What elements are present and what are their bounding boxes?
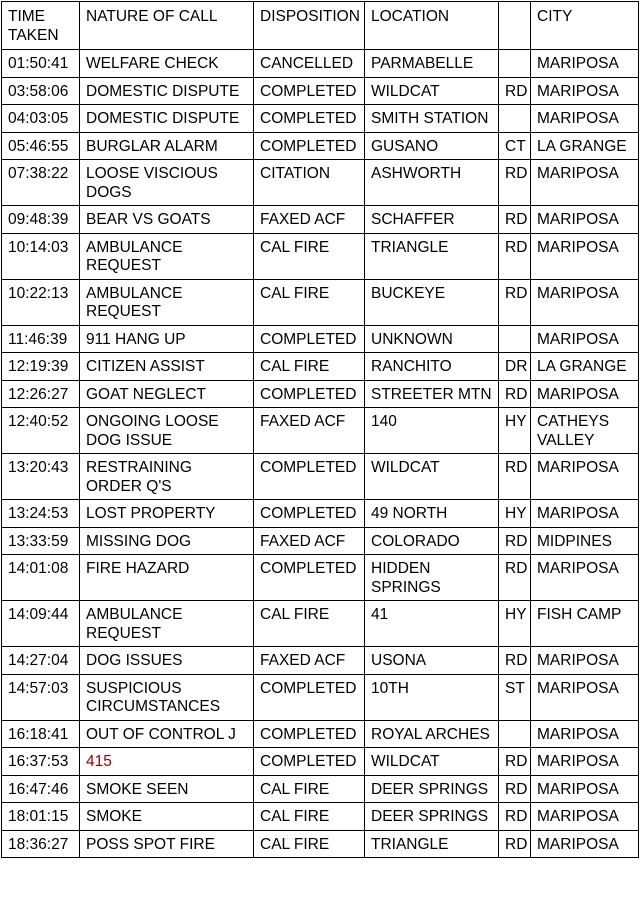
street-suffix-cell: RD [499,647,531,675]
city-cell: MARIPOSA [531,105,639,133]
location-cell: 10TH [365,674,499,720]
time-taken-cell: 14:09:44 [2,601,80,647]
nature-of-call-cell: AMBULANCE REQUEST [80,279,254,325]
location-cell: ASHWORTH [365,160,499,206]
table-row [2,206,639,234]
table-row [2,601,639,647]
city-cell: FISH CAMP [531,601,639,647]
nature-of-call-cell: POSS SPOT FIRE [80,830,254,858]
table-row [2,775,639,803]
table-row [2,77,639,105]
disposition-cell: COMPLETED [254,325,365,353]
location-cell: GUSANO [365,132,499,160]
location-cell: 41 [365,601,499,647]
location-cell: 49 NORTH [365,500,499,528]
table-row [2,830,639,858]
nature-of-call-cell: LOOSE VISCIOUS DOGS [80,160,254,206]
table-row [2,527,639,555]
nature-of-call-cell: BURGLAR ALARM [80,132,254,160]
table-row [2,132,639,160]
street-suffix-cell: HY [499,408,531,454]
location-cell: WILDCAT [365,77,499,105]
time-taken-cell: 12:26:27 [2,380,80,408]
location-cell: WILDCAT [365,748,499,776]
call-log-body [2,50,639,858]
call-log-table [1,1,639,858]
disposition-cell: COMPLETED [254,105,365,133]
column-header-disposition: DISPOSITION [254,2,365,50]
disposition-cell: CAL FIRE [254,830,365,858]
nature-of-call-cell: CITIZEN ASSIST [80,353,254,381]
location-cell: STREETER MTN [365,380,499,408]
time-taken-cell: 16:18:41 [2,720,80,748]
street-suffix-cell: RD [499,160,531,206]
city-cell: MARIPOSA [531,647,639,675]
nature-of-call-cell: DOG ISSUES [80,647,254,675]
table-row [2,454,639,500]
street-suffix-cell: RD [499,233,531,279]
nature-of-call-cell: 415 [80,748,254,776]
disposition-cell: CAL FIRE [254,353,365,381]
location-cell: UNKNOWN [365,325,499,353]
table-row [2,380,639,408]
time-taken-cell: 04:03:05 [2,105,80,133]
street-suffix-cell: RD [499,830,531,858]
table-row [2,233,639,279]
time-taken-cell: 13:20:43 [2,454,80,500]
city-cell: MARIPOSA [531,380,639,408]
time-taken-cell: 13:24:53 [2,500,80,528]
nature-of-call-cell: RESTRAINING ORDER Q'S [80,454,254,500]
street-suffix-cell: RD [499,775,531,803]
table-row [2,105,639,133]
street-suffix-cell [499,720,531,748]
city-cell: MARIPOSA [531,748,639,776]
time-taken-cell: 05:46:55 [2,132,80,160]
time-taken-cell: 16:47:46 [2,775,80,803]
city-cell: MARIPOSA [531,325,639,353]
disposition-cell: CAL FIRE [254,601,365,647]
time-taken-cell: 10:14:03 [2,233,80,279]
disposition-cell: FAXED ACF [254,527,365,555]
time-taken-cell: 07:38:22 [2,160,80,206]
city-cell: LA GRANGE [531,353,639,381]
city-cell: CATHEYS VALLEY [531,408,639,454]
street-suffix-cell: ST [499,674,531,720]
disposition-cell: CAL FIRE [254,775,365,803]
street-suffix-cell [499,105,531,133]
time-taken-cell: 13:33:59 [2,527,80,555]
location-cell: DEER SPRINGS [365,803,499,831]
disposition-cell: FAXED ACF [254,408,365,454]
city-cell: MARIPOSA [531,500,639,528]
location-cell: HIDDEN SPRINGS [365,555,499,601]
city-cell: MARIPOSA [531,775,639,803]
table-row [2,408,639,454]
nature-of-call-cell: WELFARE CHECK [80,50,254,78]
location-cell: PARMABELLE [365,50,499,78]
street-suffix-cell [499,325,531,353]
table-row [2,279,639,325]
location-cell: ROYAL ARCHES [365,720,499,748]
disposition-cell: COMPLETED [254,77,365,105]
street-suffix-cell: RD [499,803,531,831]
table-row [2,160,639,206]
city-cell: MARIPOSA [531,555,639,601]
table-row [2,748,639,776]
time-taken-cell: 01:50:41 [2,50,80,78]
location-cell: BUCKEYE [365,279,499,325]
table-row [2,803,639,831]
city-cell: MARIPOSA [531,50,639,78]
disposition-cell: COMPLETED [254,454,365,500]
header-row [2,2,639,50]
street-suffix-cell: HY [499,500,531,528]
time-taken-cell: 14:57:03 [2,674,80,720]
table-row [2,325,639,353]
street-suffix-cell: RD [499,380,531,408]
city-cell: LA GRANGE [531,132,639,160]
city-cell: MARIPOSA [531,720,639,748]
street-suffix-cell: RD [499,748,531,776]
nature-of-call-cell: AMBULANCE REQUEST [80,233,254,279]
column-header-city: CITY [531,2,639,50]
location-cell: 140 [365,408,499,454]
disposition-cell: CAL FIRE [254,279,365,325]
time-taken-cell: 12:40:52 [2,408,80,454]
time-taken-cell: 11:46:39 [2,325,80,353]
column-header-nature-of-call: NATURE OF CALL [80,2,254,50]
column-header-street-suffix [499,2,531,50]
time-taken-cell: 18:36:27 [2,830,80,858]
nature-of-call-cell: OUT OF CONTROL J [80,720,254,748]
city-cell: MARIPOSA [531,674,639,720]
time-taken-cell: 16:37:53 [2,748,80,776]
street-suffix-cell: RD [499,454,531,500]
time-taken-cell: 10:22:13 [2,279,80,325]
street-suffix-cell: CT [499,132,531,160]
table-row [2,50,639,78]
disposition-cell: COMPLETED [254,555,365,601]
disposition-cell: CITATION [254,160,365,206]
table-row [2,674,639,720]
street-suffix-cell: RD [499,555,531,601]
disposition-cell: COMPLETED [254,380,365,408]
disposition-cell: CAL FIRE [254,803,365,831]
location-cell: DEER SPRINGS [365,775,499,803]
nature-of-call-cell: SMOKE SEEN [80,775,254,803]
street-suffix-cell: DR [499,353,531,381]
location-cell: SCHAFFER [365,206,499,234]
nature-of-call-cell: GOAT NEGLECT [80,380,254,408]
city-cell: MARIPOSA [531,279,639,325]
disposition-cell: COMPLETED [254,674,365,720]
disposition-cell: COMPLETED [254,132,365,160]
street-suffix-cell [499,50,531,78]
column-header-location: LOCATION [365,2,499,50]
table-row [2,353,639,381]
city-cell: MARIPOSA [531,160,639,206]
nature-of-call-cell: SMOKE [80,803,254,831]
time-taken-cell: 12:19:39 [2,353,80,381]
city-cell: MIDPINES [531,527,639,555]
location-cell: RANCHITO [365,353,499,381]
street-suffix-cell: HY [499,601,531,647]
disposition-cell: COMPLETED [254,748,365,776]
disposition-cell: CAL FIRE [254,233,365,279]
nature-of-call-cell: SUSPICIOUS CIRCUMSTANCES [80,674,254,720]
city-cell: MARIPOSA [531,233,639,279]
city-cell: MARIPOSA [531,206,639,234]
nature-of-call-cell: DOMESTIC DISPUTE [80,105,254,133]
table-row [2,500,639,528]
street-suffix-cell: RD [499,206,531,234]
nature-of-call-cell: BEAR VS GOATS [80,206,254,234]
city-cell: MARIPOSA [531,77,639,105]
nature-of-call-cell: ONGOING LOOSE DOG ISSUE [80,408,254,454]
street-suffix-cell: RD [499,527,531,555]
table-row [2,647,639,675]
time-taken-cell: 14:01:08 [2,555,80,601]
time-taken-cell: 03:58:06 [2,77,80,105]
street-suffix-cell: RD [499,279,531,325]
disposition-cell: FAXED ACF [254,647,365,675]
nature-of-call-cell: LOST PROPERTY [80,500,254,528]
table-row [2,720,639,748]
street-suffix-cell: RD [499,77,531,105]
location-cell: COLORADO [365,527,499,555]
disposition-cell: COMPLETED [254,720,365,748]
city-cell: MARIPOSA [531,803,639,831]
city-cell: MARIPOSA [531,454,639,500]
city-cell: MARIPOSA [531,830,639,858]
nature-of-call-cell: DOMESTIC DISPUTE [80,77,254,105]
time-taken-cell: 14:27:04 [2,647,80,675]
disposition-cell: COMPLETED [254,500,365,528]
nature-of-call-cell: 911 HANG UP [80,325,254,353]
nature-of-call-cell: AMBULANCE REQUEST [80,601,254,647]
location-cell: TRIANGLE [365,233,499,279]
time-taken-cell: 09:48:39 [2,206,80,234]
disposition-cell: CANCELLED [254,50,365,78]
location-cell: WILDCAT [365,454,499,500]
column-header-time-taken: TIME TAKEN [2,2,80,50]
disposition-cell: FAXED ACF [254,206,365,234]
nature-of-call-cell: FIRE HAZARD [80,555,254,601]
time-taken-cell: 18:01:15 [2,803,80,831]
location-cell: USONA [365,647,499,675]
location-cell: TRIANGLE [365,830,499,858]
table-row [2,555,639,601]
location-cell: SMITH STATION [365,105,499,133]
nature-of-call-cell: MISSING DOG [80,527,254,555]
